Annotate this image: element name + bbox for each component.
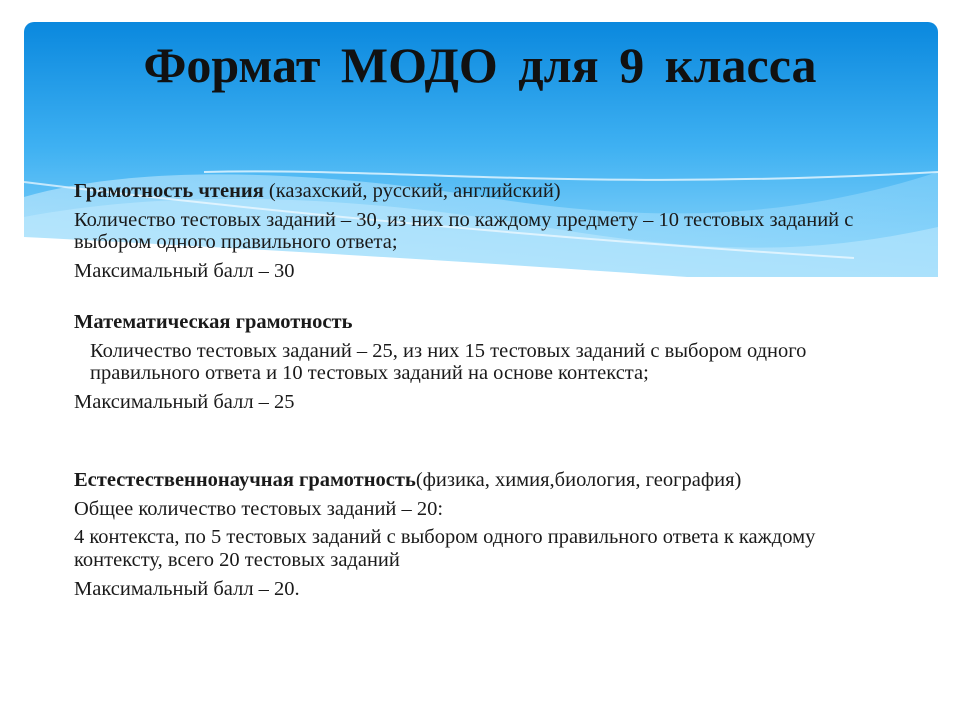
section-math-heading — [74, 311, 874, 334]
section-math-score: Максимальный балл – 25 — [74, 390, 295, 413]
section-science-heading — [74, 469, 874, 492]
section-heading: Грамотность чтения — [74, 180, 264, 202]
section-heading-note: (казахский, русский, английский) — [263, 180, 561, 202]
section-math-line: Количество тестовых заданий – 25, из них 15 тестовых заданий с выбором одного правильного ответа и 10 тестовых заданий на основе контекста; — [90, 339, 807, 385]
section-science-score: Максимальный балл – 20. — [74, 577, 300, 600]
slide-content — [74, 180, 874, 606]
section-heading-note: (физика, химия,биология, география) — [415, 469, 742, 492]
section-science-line-2: 4 контекста, по 5 тестовых заданий с выбором одного правильного ответа к каждому контексту, всего 20 тестовых заданий — [74, 526, 816, 572]
section-reading-score: Максимальный балл – 30 — [74, 259, 295, 282]
spacer — [74, 288, 874, 311]
section-science-line-1: Общее количество тестовых заданий – 20: — [74, 497, 444, 520]
section-reading-heading — [74, 180, 874, 203]
spacer — [74, 419, 874, 469]
section-reading-line: Количество тестовых заданий – 30, из них по каждому предмету – 10 тестовых заданий с выбором одного правильного ответа; — [74, 208, 854, 254]
slide-title: Формат МОДО для 9 класса — [143, 37, 817, 93]
section-heading: Математическая грамотность — [74, 311, 353, 334]
section-heading: Естестественнонаучная грамотность — [74, 469, 416, 492]
